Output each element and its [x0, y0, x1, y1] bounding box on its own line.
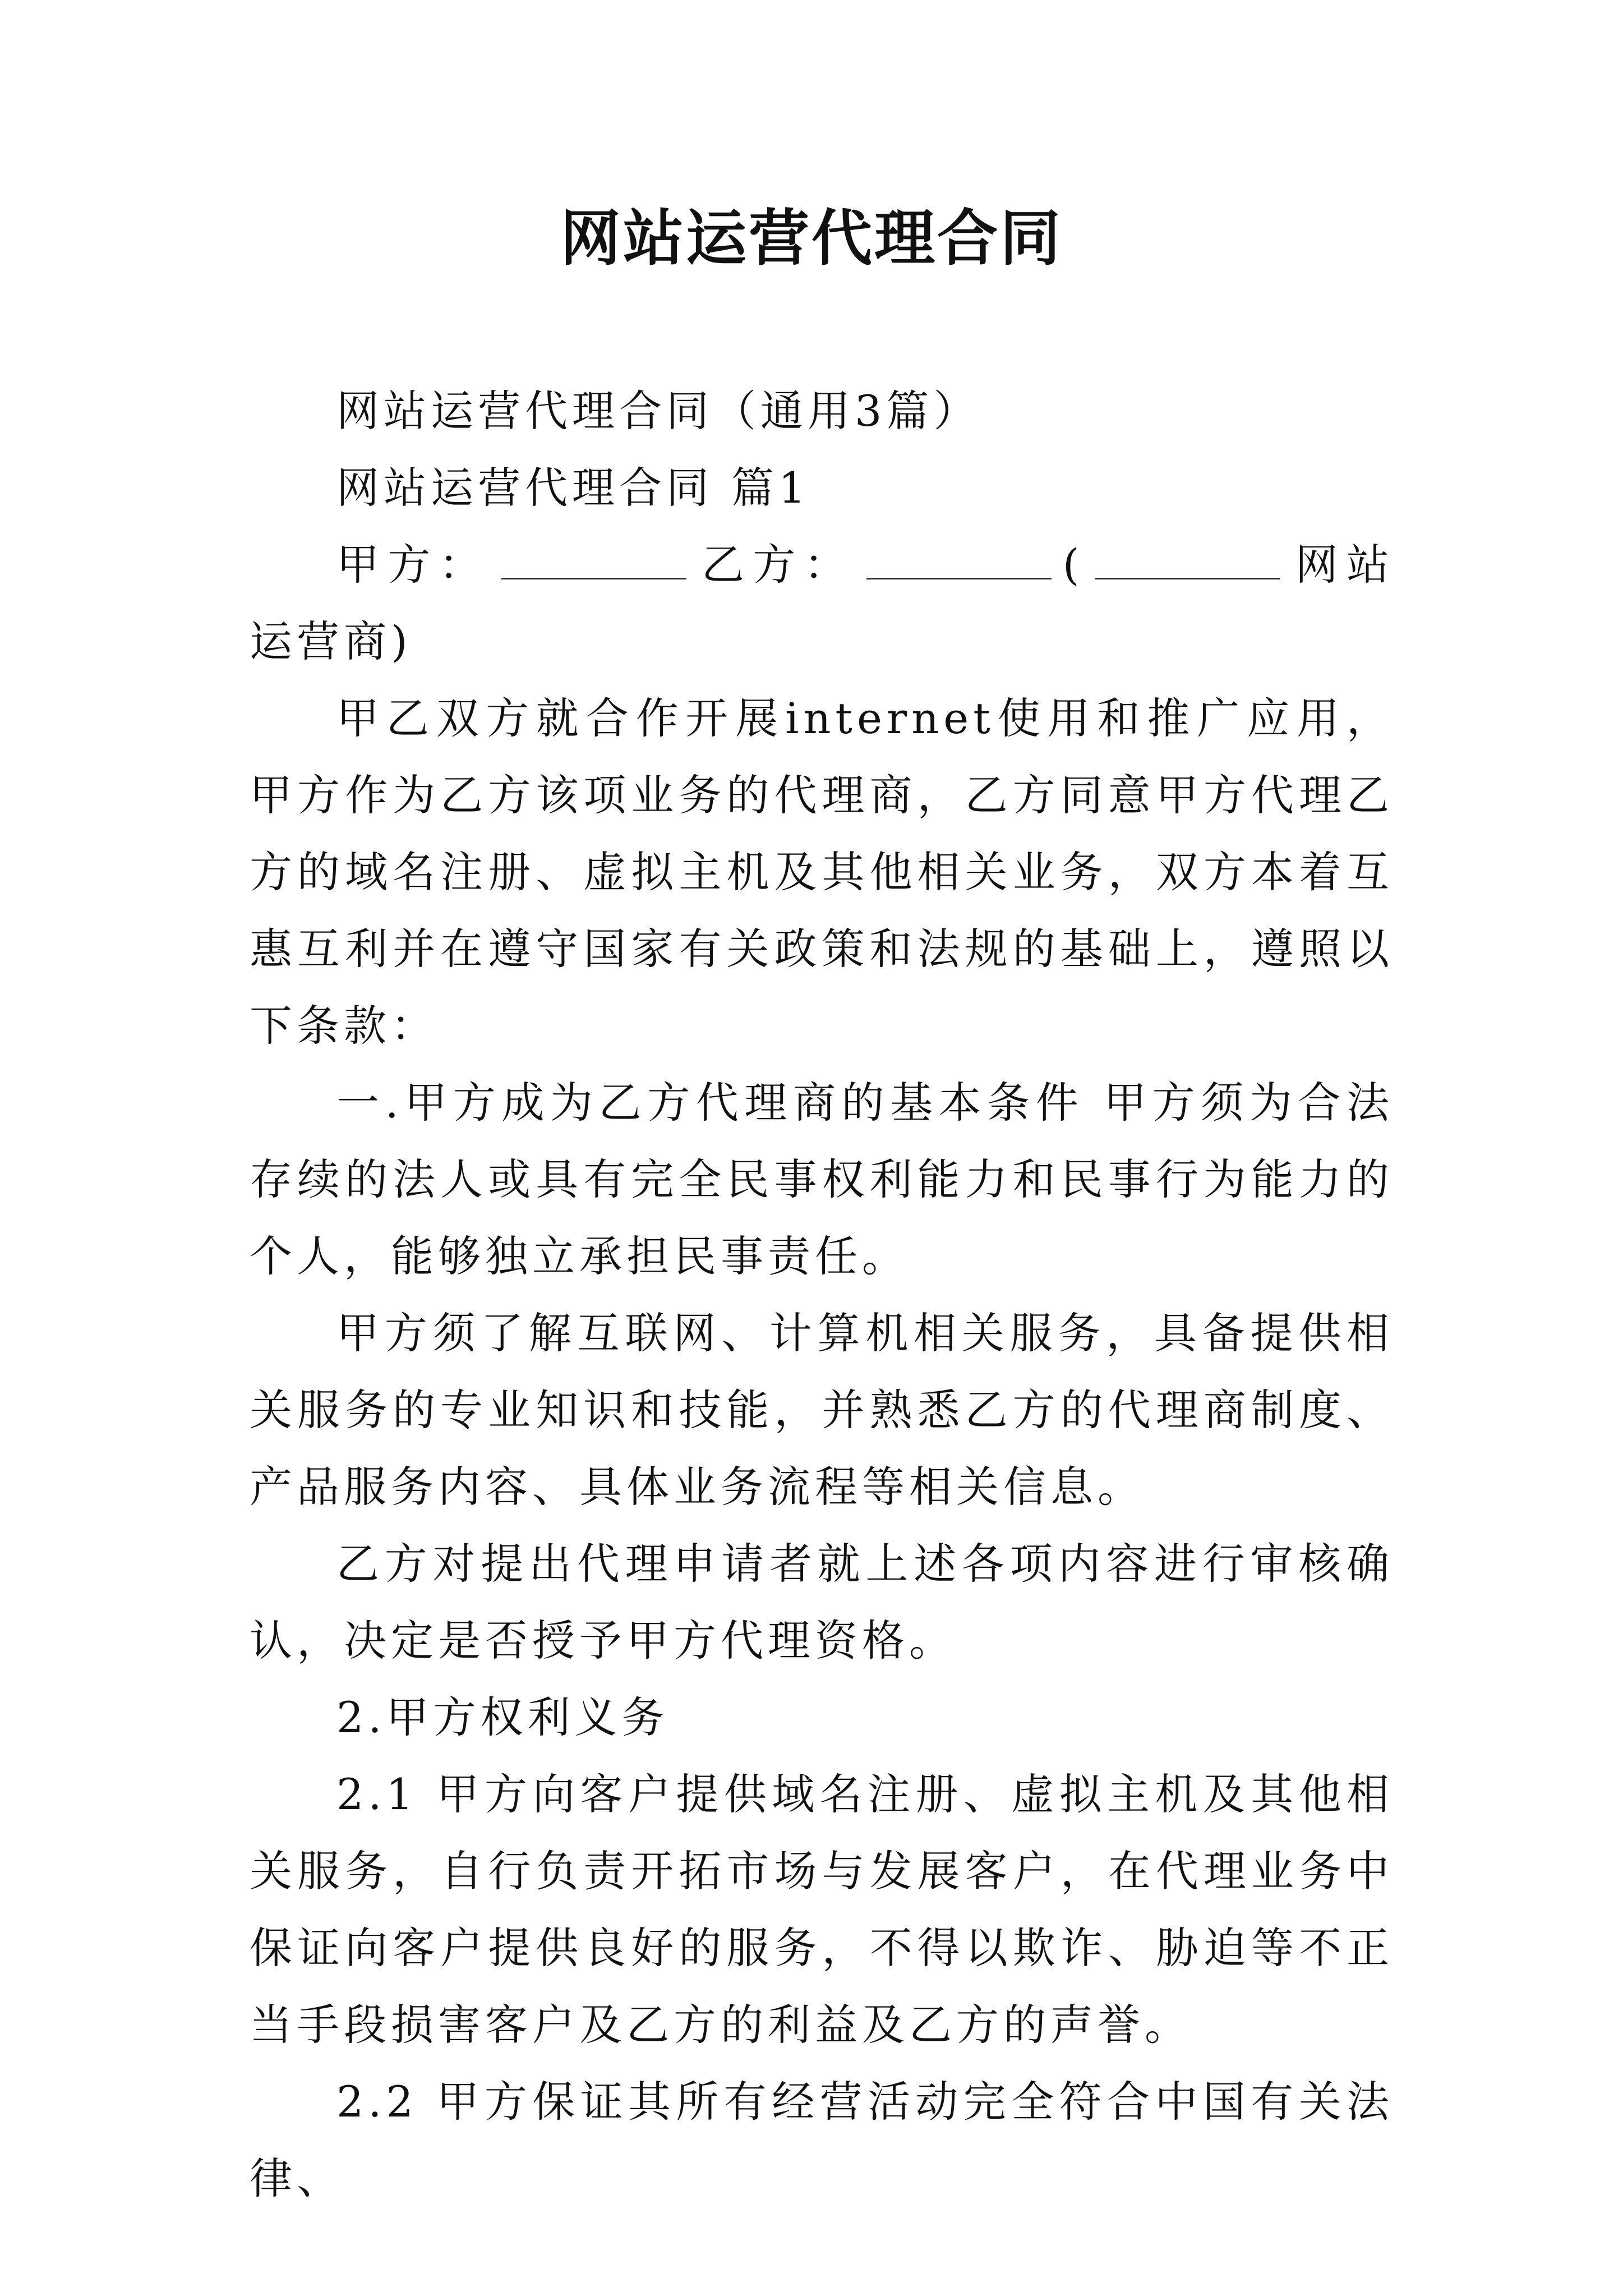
party-a-blank: [501, 544, 686, 579]
paragraph: 一.甲方成为乙方代理商的基本条件 甲方须为合法存续的法人或具有完全民事权利能力和民事行为能力的个人，能够独立承担民事责任。: [250, 1078, 1394, 1281]
open-paren: (: [1062, 540, 1084, 590]
operator-blank: [1095, 544, 1280, 579]
paragraph: 乙方对提出代理申请者就上述各项内容进行审核确认，决定是否授予甲方代理资格。: [250, 1539, 1394, 1665]
paragraph: 2.甲方权利义务: [336, 1692, 669, 1742]
paragraph: 甲方须了解互联网、计算机相关服务，具备提供相关服务的专业知识和技能，并熟悉乙方的代理商制度、产品服务内容、具体业务流程等相关信息。: [250, 1308, 1394, 1512]
document-body: [250, 372, 1394, 2217]
paragraph: 甲乙双方就合作开展internet使用和推广应用，甲方作为乙方该项业务的代理商，乙方同意甲方代理乙方的域名注册、虚拟主机及其他相关业务，双方本着互惠互利并在遵守国家有关政策和法规的基础上，遵照以下条款：: [250, 693, 1394, 1051]
parties-line: [250, 526, 1394, 680]
party-b-blank: [866, 544, 1052, 579]
paragraph: 2.1 甲方向客户提供域名注册、虚拟主机及其他相关服务，自行负责开拓市场与发展客户，在代理业务中保证向客户提供良好的服务，不得以欺诈、胁迫等不正当手段损害客户及乙方的利益及乙方的声誉。: [250, 1769, 1394, 2050]
paragraph: 2.2 甲方保证其所有经营活动完全符合中国有关法律、: [250, 2077, 1394, 2203]
operator-suffix: 网站运营商): [250, 540, 1394, 666]
party-b-label: 乙方：: [697, 540, 855, 590]
document-subtitle: 网站运营代理合同（通用3篇）: [336, 386, 981, 436]
document-title: 网站运营代理合同: [560, 203, 1063, 274]
section-heading: 网站运营代理合同 篇1: [336, 463, 810, 513]
party-a-label: 甲方：: [336, 540, 490, 590]
